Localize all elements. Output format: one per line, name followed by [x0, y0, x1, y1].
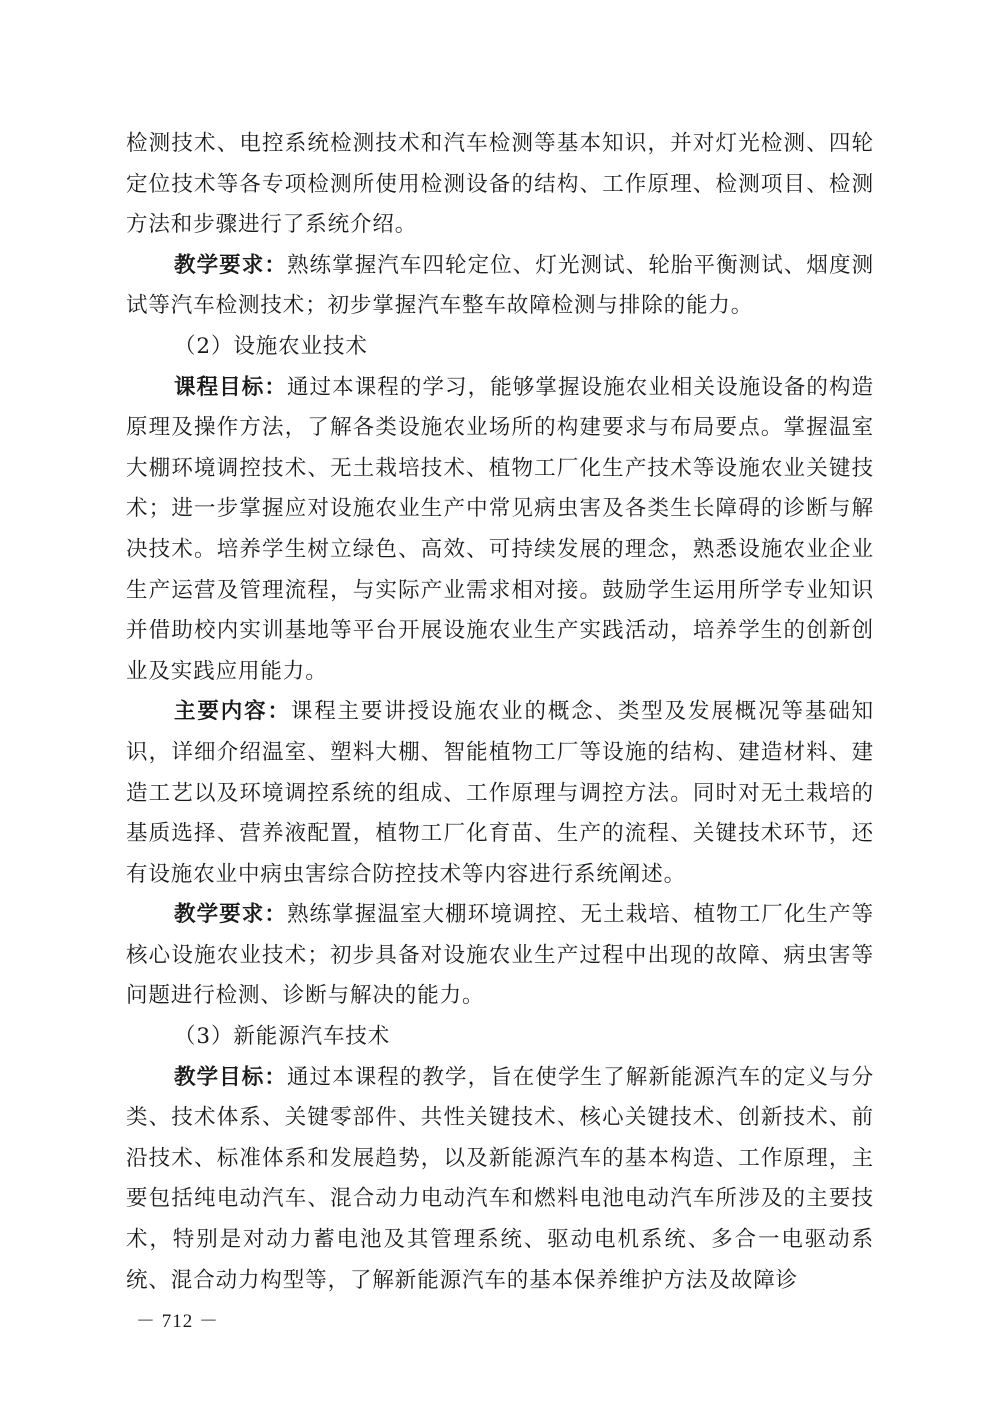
paragraph-text: 熟练掌握汽车四轮定位、灯光测试、轮胎平衡测试、烟度测试等汽车检测技术；初步掌握汽车整车故障检测与排除的能力。	[126, 252, 874, 319]
paragraph-main-content	[126, 692, 874, 895]
paragraph-teaching-requirements-1	[126, 246, 874, 327]
paragraph-label: 教学要求：	[174, 902, 287, 928]
body-text	[126, 124, 874, 1301]
paragraph-teaching-objectives	[126, 1058, 874, 1302]
paragraph-detection-intro	[126, 124, 874, 246]
paragraph-text: 熟练掌握温室大棚环境调控、无土栽培、植物工厂化生产等核心设施农业技术；初步具备对设施农业生产过程中出现的故障、病虫害等问题进行检测、诊断与解决的能力。	[126, 902, 874, 1009]
paragraph-teaching-requirements-2	[126, 895, 874, 1017]
section-heading-new-energy-vehicle	[126, 1017, 874, 1058]
paragraph-text: 通过本课程的教学，旨在使学生了解新能源汽车的定义与分类、技术体系、关键零部件、共性关键技术、核心关键技术、创新技术、前沿技术、标准体系和发展趋势，以及新能源汽车的基本构造、工作原理，主要包括纯电动汽车、混合动力电动汽车和燃料电池电动汽车所涉及的主要技术，特别是对动力蓄电池及其管理系统、驱动电机系统、多合一电驱动系统、混合动力构型等，了解新能源汽车的基本保养维护方法及故障诊	[126, 1064, 874, 1293]
paragraph-course-objectives	[126, 368, 874, 693]
paragraph-text: 通过本课程的学习，能够掌握设施农业相关设施设备的构造原理及操作方法，了解各类设施农业场所的构建要求与布局要点。掌握温室大棚环境调控技术、无土栽培技术、植物工厂化生产技术等设施农业关键技术；进一步掌握应对设施农业生产中常见病虫害及各类生长障碍的诊断与解决技术。培养学生树立绿色、高效、可持续发展的理念，熟悉设施农业企业生产运营及管理流程，与实际产业需求相对接。鼓励学生运用所学专业知识并借助校内实训基地等平台开展设施农业生产实践活动，培养学生的创新创业及实践应用能力。	[126, 374, 874, 684]
section-heading-text: （3）新能源汽车技术	[174, 1024, 391, 1050]
paragraph-label: 教学目标：	[174, 1064, 287, 1090]
paragraph-text: 课程主要讲授设施农业的概念、类型及发展概况等基础知识，详细介绍温室、塑料大棚、智能植物工厂等设施的结构、建造材料、建造工艺以及环境调控系统的组成、工作原理与调控方法。同时对无土栽培的基质选择、营养液配置，植物工厂化育苗、生产的流程、关键技术环节，还有设施农业中病虫害综合防控技术等内容进行系统阐述。	[126, 699, 874, 887]
page-number: － 712 －	[136, 1311, 220, 1332]
paragraph-label: 主要内容：	[174, 699, 291, 725]
section-heading-facility-agriculture	[126, 327, 874, 368]
paragraph-label: 课程目标：	[174, 374, 287, 400]
paragraph-text: 检测技术、电控系统检测技术和汽车检测等基本知识，并对灯光检测、四轮定位技术等各专项检测所使用检测设备的结构、工作原理、检测项目、检测方法和步骤进行了系统介绍。	[126, 131, 874, 238]
section-heading-text: （2）设施农业技术	[174, 333, 368, 359]
paragraph-label: 教学要求：	[174, 252, 287, 278]
